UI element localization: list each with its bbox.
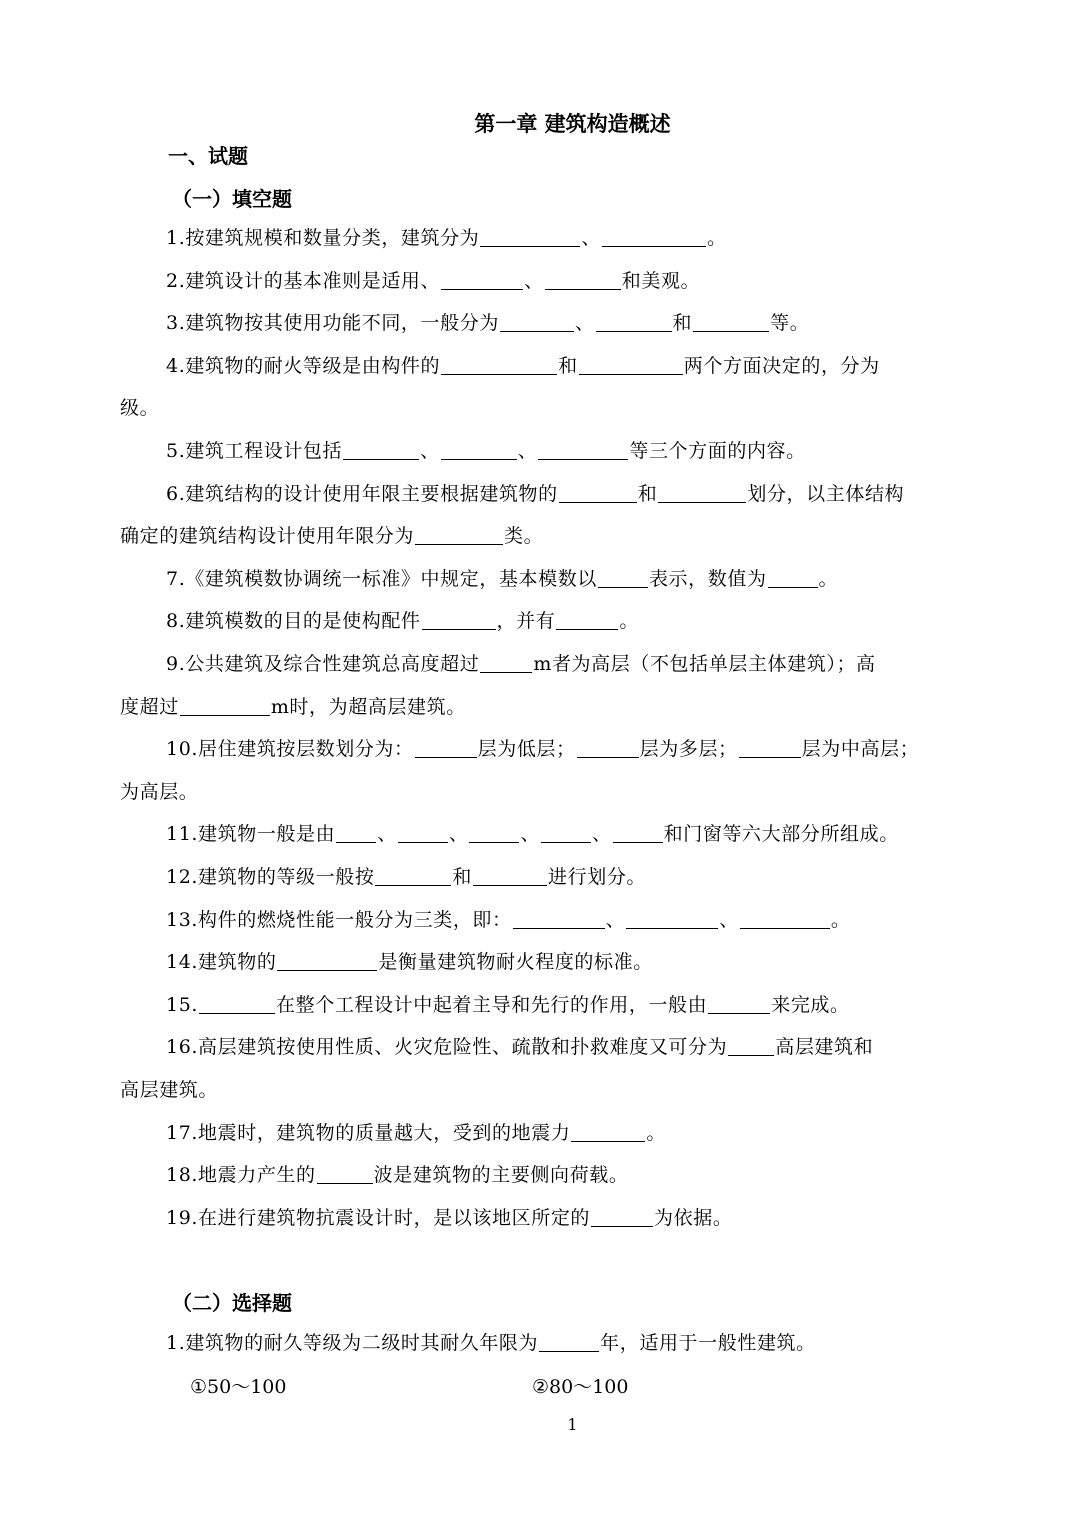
fill-in-question xyxy=(120,558,1029,600)
section-heading-fill-in: （一）填空题 xyxy=(172,187,292,211)
fill-in-line-continued xyxy=(120,686,1029,728)
answer-blank xyxy=(740,908,830,929)
answer-blank xyxy=(473,865,547,886)
question-text: 高层建筑。 xyxy=(120,1079,219,1101)
question-text: 、 xyxy=(517,440,538,462)
question-text: 和 xyxy=(672,312,693,335)
question-text: 来完成。 xyxy=(771,993,850,1016)
question-text: 16.高层建筑按使用性质、火灾危险性、疏散和扑救难度又可分为 xyxy=(166,1036,728,1059)
choice-option-1: ①50～100 xyxy=(190,1376,287,1398)
fill-in-question xyxy=(120,1112,1029,1154)
answer-blank xyxy=(559,482,637,503)
question-text: 高层建筑和 xyxy=(775,1036,874,1059)
question-text: 5.建筑工程设计包括 xyxy=(166,440,343,462)
question-text: m者为高层（不包括单层主体建筑）；高 xyxy=(533,653,876,675)
question-text: 11.建筑物一般是由 xyxy=(166,823,336,846)
question-text: 、 xyxy=(448,823,469,846)
answer-blank xyxy=(180,695,270,716)
question-text: ，并有 xyxy=(496,610,556,633)
question-text: 、 xyxy=(574,312,595,335)
fill-in-question xyxy=(120,1154,1029,1196)
answer-blank xyxy=(538,439,628,460)
answer-blank xyxy=(539,1331,599,1352)
question-text: 和 xyxy=(558,354,578,377)
question-text: 14.建筑物的 xyxy=(166,951,277,974)
question-text: 2.建筑设计的基本准则是适用、 xyxy=(166,269,441,292)
question-text: 年，适用于一般性建筑。 xyxy=(600,1332,816,1354)
fill-in-question xyxy=(120,1197,1029,1239)
answer-blank xyxy=(591,1206,653,1227)
choice-question xyxy=(120,1322,1029,1364)
question-text: 。 xyxy=(830,908,851,931)
question-text: 19.在进行建筑物抗震设计时，是以该地区所定的 xyxy=(166,1206,591,1229)
question-text: 、 xyxy=(520,823,541,846)
question-text: 4.建筑物的耐火等级是由构件的 xyxy=(166,354,441,377)
question-text: 、 xyxy=(592,823,612,846)
question-text: 、 xyxy=(605,908,626,931)
question-text: 。 xyxy=(646,1121,667,1144)
question-text: 1.建筑物的耐久等级为二级时其耐久年限为 xyxy=(166,1332,539,1354)
answer-blank xyxy=(513,908,605,929)
fill-in-question xyxy=(120,984,1029,1026)
answer-blank xyxy=(556,609,618,630)
question-text: 在整个工程设计中起着主导和先行的作用，一般由 xyxy=(276,993,708,1016)
fill-in-question xyxy=(120,345,1029,387)
question-text: 层为低层； xyxy=(477,738,576,761)
answer-blank xyxy=(571,1121,645,1142)
question-text: 等。 xyxy=(770,312,810,335)
choice-option-2: ②80～100 xyxy=(532,1376,629,1398)
question-text: 确定的建筑结构设计使用年限分为 xyxy=(120,525,415,548)
question-text: 7.《建筑模数协调统一标准》中规定，基本模数以 xyxy=(166,567,597,590)
question-text: 。 xyxy=(818,567,839,590)
question-text: 层为中高层； xyxy=(801,738,920,761)
fill-in-question xyxy=(120,856,1029,898)
question-text: 是衡量建筑物耐火程度的标准。 xyxy=(378,951,653,974)
answer-blank xyxy=(336,822,376,843)
fill-in-line-continued xyxy=(120,387,1029,429)
answer-blank xyxy=(577,737,639,758)
question-text: 、 xyxy=(719,908,739,931)
question-text: 12.建筑物的等级一般按 xyxy=(166,866,375,888)
answer-blank xyxy=(545,269,621,290)
question-text: 3.建筑物按其使用功能不同，一般分为 xyxy=(166,312,499,335)
question-text: 、 xyxy=(377,823,397,846)
fill-in-question xyxy=(120,1026,1029,1068)
question-text: 10.居住建筑按层数划分为： xyxy=(166,738,414,761)
question-text: 、 xyxy=(581,227,601,249)
question-text: 表示，数值为 xyxy=(648,567,767,590)
question-text: 8.建筑模数的目的是使构配件 xyxy=(166,610,421,633)
fill-in-question xyxy=(120,473,1029,515)
answer-blank xyxy=(728,1035,774,1056)
question-text: 。 xyxy=(619,610,639,633)
answer-blank xyxy=(598,567,648,588)
fill-in-question xyxy=(120,899,1029,941)
answer-blank xyxy=(708,993,770,1014)
fill-in-question xyxy=(120,260,1029,302)
fill-in-line-continued xyxy=(120,771,1029,813)
section-heading-tests: 一、试题 xyxy=(168,144,248,168)
question-text: 、 xyxy=(524,269,544,292)
answer-blank xyxy=(415,524,503,545)
fill-in-question xyxy=(120,643,1029,685)
answer-blank xyxy=(596,311,672,332)
question-text: 等三个方面的内容。 xyxy=(629,440,806,462)
fill-in-line-continued xyxy=(120,515,1029,557)
answer-blank xyxy=(500,311,574,332)
question-text: 17.地震时，建筑物的质量越大，受到的地震力 xyxy=(166,1121,571,1144)
answer-blank xyxy=(541,822,591,843)
chapter-title: 第一章 建筑构造概述 xyxy=(474,112,671,136)
answer-blank xyxy=(658,482,746,503)
question-text: 层为多层； xyxy=(639,738,738,761)
answer-blank xyxy=(441,439,517,460)
fill-in-question xyxy=(120,813,1029,855)
answer-blank xyxy=(422,609,496,630)
answer-blank xyxy=(768,567,818,588)
answer-blank xyxy=(343,439,419,460)
question-text: 为高层。 xyxy=(120,780,199,803)
answer-blank xyxy=(277,950,377,971)
fill-in-question xyxy=(120,600,1029,642)
fill-in-question xyxy=(120,302,1029,344)
answer-blank xyxy=(317,1163,373,1184)
answer-blank xyxy=(739,737,801,758)
question-text: 13.构件的燃烧性能一般分为三类，即： xyxy=(166,908,512,931)
fill-in-question xyxy=(120,728,1029,770)
answer-blank xyxy=(602,226,706,247)
question-text: 划分，以主体结构 xyxy=(747,482,905,505)
fill-in-question xyxy=(120,941,1029,983)
question-text: 和 xyxy=(637,482,658,505)
question-text: 。 xyxy=(706,227,727,249)
answer-blank xyxy=(579,354,683,375)
question-text: 15. xyxy=(166,993,199,1016)
question-text: 、 xyxy=(420,440,440,462)
fill-in-line-continued xyxy=(120,1069,1029,1111)
question-text: 两个方面决定的，分为 xyxy=(683,354,880,377)
answer-blank xyxy=(199,993,275,1014)
question-text: 波是建筑物的主要侧向荷载。 xyxy=(373,1164,629,1187)
question-text: 进行划分。 xyxy=(548,866,647,888)
answer-blank xyxy=(480,226,580,247)
answer-blank xyxy=(480,652,532,673)
question-text: 9.公共建筑及综合性建筑总高度超过 xyxy=(166,653,480,675)
answer-blank xyxy=(398,822,448,843)
question-text: 和 xyxy=(452,866,473,888)
question-text: 为依据。 xyxy=(654,1206,733,1229)
page-number: 1 xyxy=(567,1415,578,1434)
question-text: 18.地震力产生的 xyxy=(166,1164,316,1187)
section-heading-choice: （二）选择题 xyxy=(172,1291,292,1315)
question-text: 度超过 xyxy=(120,695,179,718)
answer-blank xyxy=(415,737,477,758)
fill-in-question xyxy=(120,430,1029,472)
fill-in-question xyxy=(120,217,1029,259)
answer-blank xyxy=(626,908,718,929)
answer-blank xyxy=(441,269,523,290)
question-text: 类。 xyxy=(504,525,544,548)
question-text: 6.建筑结构的设计使用年限主要根据建筑物的 xyxy=(166,482,558,505)
answer-blank xyxy=(375,865,451,886)
question-text: 1.按建筑规模和数量分类，建筑分为 xyxy=(166,227,480,249)
answer-blank xyxy=(469,822,519,843)
question-text: 和门窗等六大部分所组成。 xyxy=(663,823,899,846)
question-text: 和美观。 xyxy=(621,269,701,292)
answer-blank xyxy=(693,311,769,332)
question-text: 级。 xyxy=(120,397,160,420)
answer-blank xyxy=(441,354,557,375)
answer-blank xyxy=(613,822,663,843)
question-text: m时，为超高层建筑。 xyxy=(270,695,466,718)
